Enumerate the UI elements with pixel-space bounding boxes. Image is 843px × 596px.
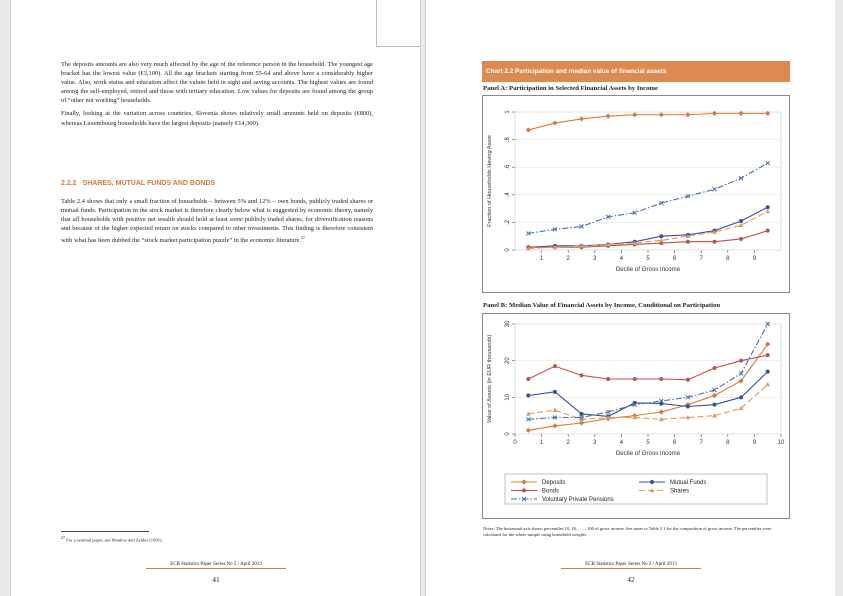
data-point-bonds [766,229,770,233]
series-line-bonds [528,355,767,380]
footnote [61,535,163,543]
x-tick-label: 3 [593,256,597,262]
x-tick-label: 1 [539,440,544,446]
emphasis-some: some [229,216,243,224]
data-point-deposits [765,111,770,116]
legend-label-voluntary-private-pensions: Voluntary Private Pensions [542,497,614,503]
left-page [10,0,421,596]
paragraph-countries: Finally, looking at the variation across countries, Slovenia shows relatively small amounts held on deposits (€800), whereas Luxembourg households have the largest deposits (namely €14,300). [61,110,373,127]
page-number: 42 [627,575,635,584]
data-point-deposits [659,112,664,117]
y-axis-label: Value of Assets (in EUR thousands) [487,334,493,424]
x-tick-label: 8 [726,256,730,262]
x-tick-label: 7 [699,256,703,262]
x-tick-label: 4 [619,440,624,446]
y-tick-label: .4 [505,192,511,198]
x-tick-label: 4 [619,256,624,262]
data-point-mutual-funds [766,205,770,209]
series-line-voluntary-private-pensions [528,163,767,233]
section-number: 2.2.2 [61,180,77,187]
data-point-mutual-funds [526,394,530,398]
data-point-mutual-funds [739,219,743,223]
chart-notes: Notes: The horizontal axis shows percentiles 10, 20, . . . , 100 of gross income. See notes to Table 5.1 for the composition of gross income. The percentiles were calculated for the whole sample using household weights. [483,526,772,537]
data-point-mutual-funds [713,403,717,407]
footnote-text: For a seminal paper, see Mankiw and Zeldes (1991). [66,537,163,543]
data-point-mutual-funds [766,370,770,374]
x-axis-label: Decile of Gross Income [615,266,681,273]
data-point-mutual-funds [659,234,663,238]
data-point-deposits [632,112,637,117]
section-title: SHARES, MUTUAL FUNDS AND BONDS [82,180,216,187]
x-tick-label: 6 [672,256,677,262]
footer-series: ECB Statistics Paper Series No 2 / April 2013 [561,562,701,569]
data-point-bonds [526,377,530,381]
panel-a-frame [482,95,790,293]
legend-marker-bonds [522,489,526,493]
y-axis-label: Fraction of Households Having Asset [487,135,493,227]
chart-header: Chart 2.2 Participation and median value of financial assets [482,61,790,82]
panel-b-chart [483,314,789,518]
data-point-bonds [633,377,637,381]
data-point-bonds [553,364,557,368]
data-point-deposits [606,114,611,119]
paragraph-shares-part-1: Table 2.4 shows that only a small fraction of households – between 5% and 12% – own bonds, publicly traded shares or mutual funds. Participation in the stock market is therefore clearly below what is suggested by economic theory, namely that [61,198,373,224]
footnote-reference[interactable]: 27 [300,235,305,241]
paragraph-shares-part-3: publicly traded shares, for diversification reasons and because of the higher expected return on stocks compared to other investments. This finding is therefore consistent with what has been dubbed the “stock market participation puzzle” in the economic literature. [61,216,373,245]
x-tick-label: 8 [726,440,730,446]
x-tick-label: 2 [566,440,570,446]
x-tick-label: 1 [539,256,544,262]
x-tick-label: 3 [593,440,597,446]
x-tick-label: 0 [513,440,517,446]
data-point-deposits [659,409,664,414]
footnote-number: 27 [61,535,65,540]
data-point-deposits [739,111,744,116]
x-axis-label: Decile of Gross Income [615,450,681,457]
data-point-bonds [580,373,584,377]
data-point-deposits [712,111,717,116]
y-tick-label: .8 [505,137,511,143]
footnote-divider [61,531,149,532]
x-tick-label: 9 [752,440,757,446]
data-point-bonds [766,353,770,357]
footer-series: ECB Statistics Paper Series No 2 / April 2013 [146,562,286,569]
data-point-deposits [526,428,531,433]
data-point-deposits [685,112,690,117]
y-tick-label: .2 [505,219,511,225]
data-point-voluntary-private-pensions [766,161,770,165]
series-line-voluntary-private-pensions [528,324,767,419]
data-point-mutual-funds [686,405,690,409]
legend-label-shares: Shares [670,488,690,495]
x-tick-label: 2 [566,256,570,262]
y-tick-label: 1 [505,110,511,114]
data-point-mutual-funds [580,412,584,416]
panel-b-title: Panel B: Median Value of Financial Assets by Income, Conditional on Participation [483,302,721,309]
x-tick-label: 9 [752,256,757,262]
series-line-shares [528,211,767,248]
paragraph-deposits-age: The deposits amounts are also very much affected by the age of the reference person in the household. The youngest age bracket has the lowest value (€3,100). All the age brackets starting from 55-64 and above have a considerably higher value. Also, work status and education affect the values held in sight and saving accounts. The highest values are found among the self-employed, retired and those with tertiary education. Low values for deposits are found among the group of “other not working” households. [61,61,373,105]
data-point-bonds [659,377,663,381]
legend-label-mutual-funds: Mutual Funds [670,480,707,486]
y-tick-label: 20 [505,357,511,365]
data-point-deposits [552,120,557,125]
x-tick-label: 5 [646,440,650,446]
data-point-shares [553,408,558,412]
x-tick-label: 7 [699,440,703,446]
x-tick-label: 10 [777,440,785,446]
legend-label-bonds: Bonds [542,488,560,495]
intro-text [61,60,373,132]
y-tick-label: 0 [505,248,511,252]
data-point-deposits [579,116,584,121]
series-line-deposits [528,113,767,130]
panel-a-chart [483,96,789,292]
data-point-voluntary-private-pensions [739,372,743,376]
data-point-deposits [526,127,531,132]
data-point-bonds [606,377,610,381]
data-point-bonds [686,378,690,382]
data-point-deposits [579,420,584,425]
section-heading [61,180,215,187]
paragraph-shares [61,197,373,246]
data-point-bonds [713,366,717,370]
series-line-mutual-funds [528,372,767,417]
y-tick-label: .6 [505,164,511,170]
legend-label-deposits: Deposits [542,480,566,486]
emphasis-all: all [72,216,80,224]
page-number: 41 [212,575,220,584]
data-point-deposits [552,423,557,428]
data-point-mutual-funds [739,395,743,399]
data-point-bonds [686,240,690,244]
panel-b-frame [482,313,790,519]
right-page [425,0,835,596]
panel-a-title: Panel A: Participation in Selected Financial Assets by Income [483,85,658,92]
data-point-bonds [713,240,717,244]
data-point-shares [765,382,770,386]
x-tick-label: 6 [672,440,677,446]
legend-marker-mutual-funds [650,480,654,484]
y-tick-label: 0 [505,432,511,436]
x-tick-label: 5 [646,256,650,262]
data-point-mutual-funds [553,390,557,394]
y-tick-label: 30 [505,320,511,328]
data-point-bonds [739,359,743,363]
data-point-bonds [739,237,743,241]
data-point-shares [765,209,770,213]
paragraph-shares-part-2: households with positive net wealth should hold at least [79,216,230,224]
section-text [61,197,373,250]
page-corner-box [376,0,421,47]
y-tick-label: 10 [505,393,511,401]
